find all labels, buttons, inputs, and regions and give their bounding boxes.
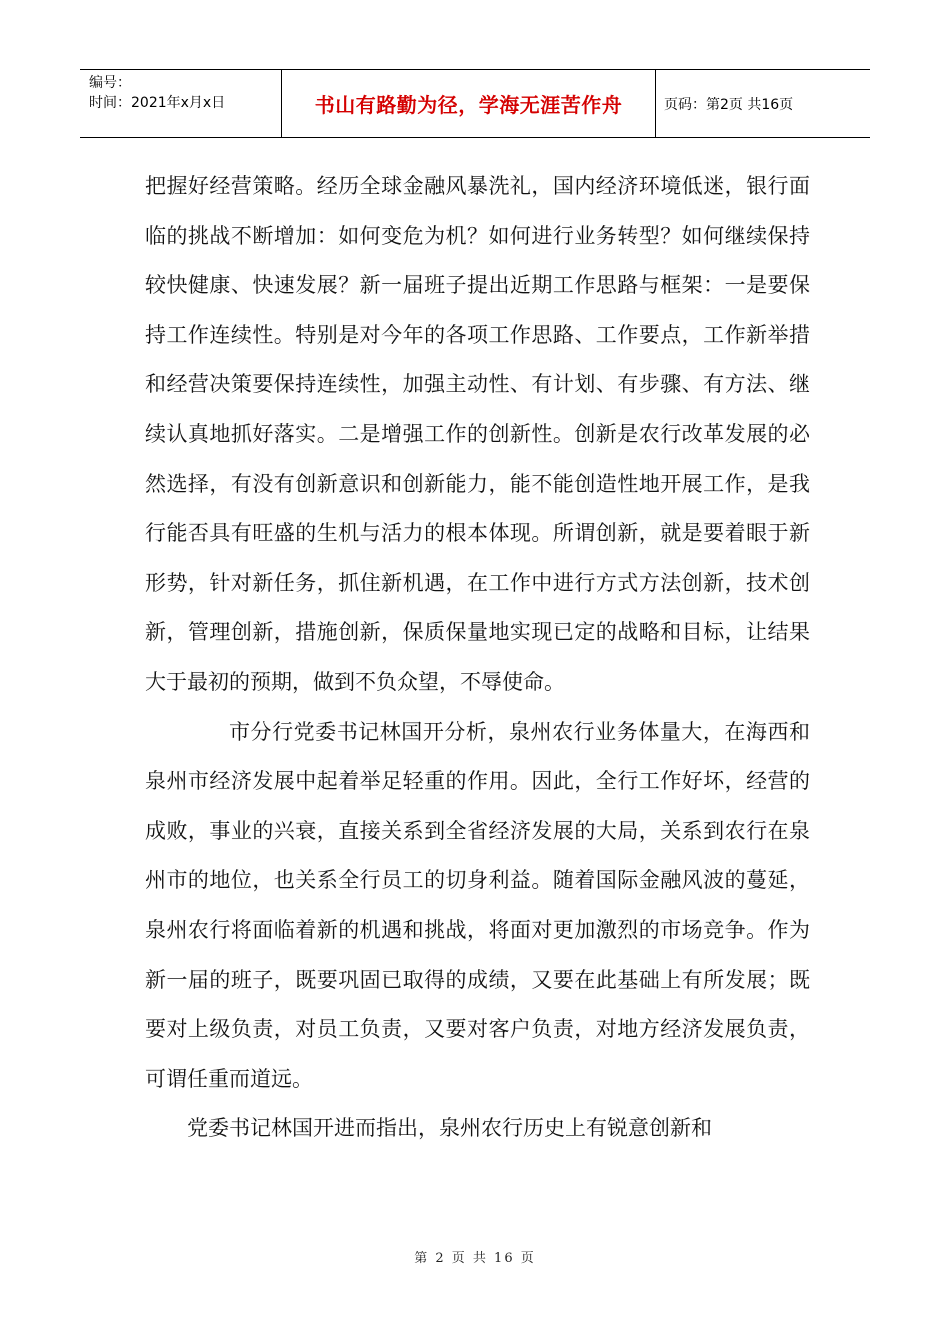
header-page-info: 页码：第2页 共16页 [664, 96, 794, 113]
body-paragraph-2: 市分行党委书记林国开分析，泉州农行业务体量大，在海西和泉州市经济发展中起着举足轻重的作用。因此，全行工作好坏，经营的成败，事业的兴衰，直接关系到全省经济发展的大局，关系到农行在泉州市的地位，也关系全行员工的切身利益。随着国际金融风波的蔓延，泉州农行将面临着新的机遇和挑战，将面对更加激烈的市场竞争。作为新一届的班子，既要巩固已取得的成绩，又要在此基础上有所发展；既要对上级负责，对员工负责，又要对客户负责，对地方经济发展负责，可谓任重而道远。 [145, 719, 810, 1091]
body-paragraph-3: 党委书记林国开进而指出，泉州农行历史上有锐意创新和 [187, 1116, 712, 1141]
header-motto: 书山有路勤为径，学海无涯苦作舟 [282, 70, 656, 137]
body-paragraph-1: 把握好经营策略。经历全球金融风暴洗礼，国内经济环境低迷，银行面临的挑战不断增加：如何变危为机？如何进行业务转型？如何继续保持较快健康、快速发展？新一届班子提出近期工作思路与框架：一是要保持工作连续性。特别是对今年的各项工作思路、工作要点，工作新举措和经营决策要保持连续性，加强主动性、有计划、有步骤、有方法、继续认真地抓好落实。二是增强工作的创新性。创新是农行改革发展的必然选择，有没有创新意识和创新能力，能不能创造性地开展工作，是我行能否具有旺盛的生机与活力的根本体现。所谓创新，就是要着眼于新形势，针对新任务，抓住新机遇，在工作中进行方式方法创新，技术创新，管理创新，措施创新，保质保量地实现已定的战略和目标，让结果大于最初的预期，做到不负众望，不辱使命。 [145, 174, 810, 694]
header-meta [80, 70, 282, 137]
serial-number-label: 编号： [89, 75, 131, 91]
date-label: 时间：2021年x月x日 [89, 95, 226, 111]
page-footer: 第 2 页 共 16 页 [414, 1251, 536, 1266]
document-body [145, 162, 810, 1154]
page-header [80, 69, 870, 138]
